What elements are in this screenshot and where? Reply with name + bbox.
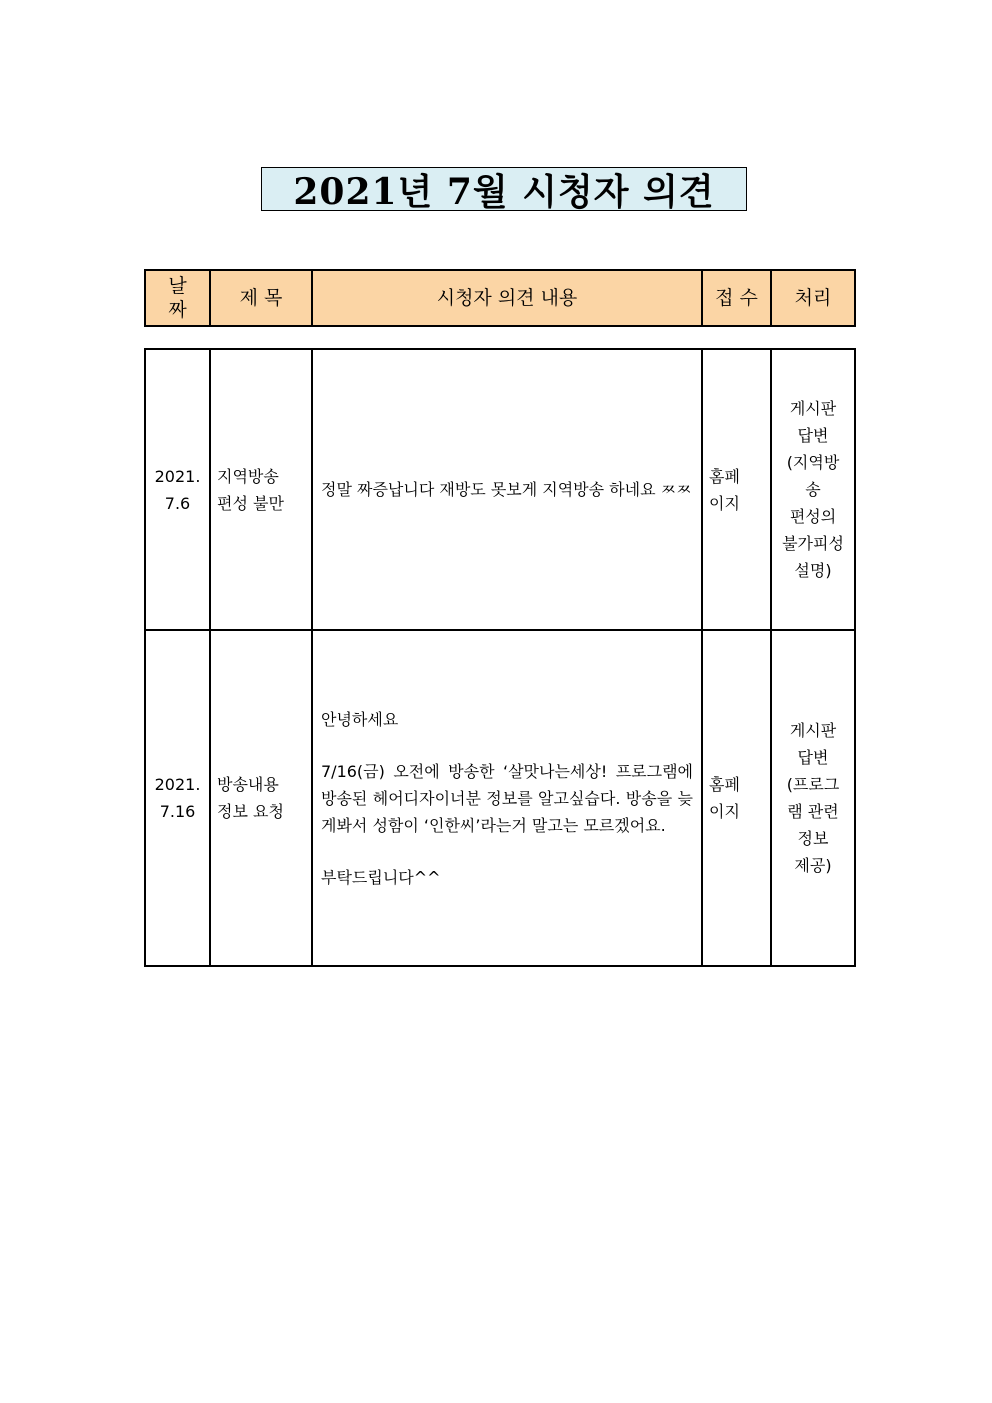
- date-cell: 2021. 7.16: [145, 630, 210, 966]
- header-processing: 처리: [771, 270, 855, 326]
- receipt-cell: 홈페 이지: [702, 630, 771, 966]
- table-row: [145, 630, 855, 966]
- subject-cell: 방송내용 정보 요청: [210, 630, 312, 966]
- date-cell: 2021. 7.6: [145, 349, 210, 630]
- header-content: 시청자 의견 내용: [312, 270, 702, 326]
- header-subject: 제 목: [210, 270, 312, 326]
- table-header: [144, 269, 856, 327]
- processing-cell: 게시판 답변 (지역방 송 편성의 불가피성 설명): [771, 349, 855, 630]
- opinion-table: [144, 348, 856, 967]
- content-cell: 안녕하세요 7/16(금) 오전에 방송한 ‘살맛나는세상! 프로그램에 방송된 헤어디자이너분 정보를 알고싶습다. 방송을 늦게봐서 성함이 ‘인한씨’라는거 말고는 모르겠어요. 부탁드립니다^^: [312, 630, 702, 966]
- receipt-cell: 홈페 이지: [702, 349, 771, 630]
- page-title: 2021년 7월 시청자 의견: [261, 167, 747, 211]
- content-cell: 정말 짜증납니다 재방도 못보게 지역방송 하네요 ㅉㅉ: [312, 349, 702, 630]
- table-row: [145, 349, 855, 630]
- subject-cell: 지역방송 편성 불만: [210, 349, 312, 630]
- header-receipt: 접 수: [702, 270, 771, 326]
- processing-cell: 게시판 답변 (프로그 램 관련 정보 제공): [771, 630, 855, 966]
- header-date: 날 짜: [145, 270, 210, 326]
